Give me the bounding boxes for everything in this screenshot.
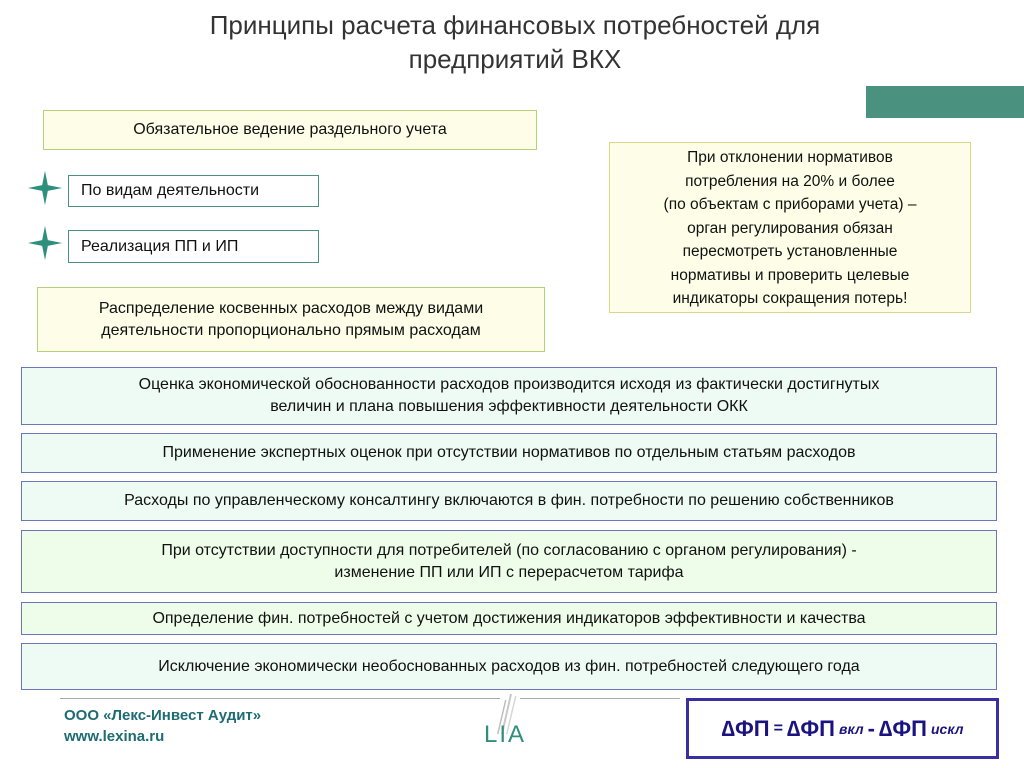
four-point-star-icon [26,224,64,262]
page-title-line-2: предприятий ВКХ [408,44,622,74]
by-activity-text: По видам деятельности [81,182,260,199]
page-title [140,8,890,76]
decorative-teal-bar [866,86,1024,118]
note-line-6: нормативы и проверить целевые [670,266,910,284]
footer-divider-left [60,698,500,699]
principle-4-line-2: изменение ПП или ИП с перерасчетом тарифа [334,563,684,581]
principle-box-2 [21,433,997,473]
note-line-2: потребления на 20% и более [685,172,895,190]
lia-logo-text: LIA [483,721,527,748]
principle-4-line-1: При отсутствии доступности для потребителей (по согласованию с органом регулирования) - [161,541,857,559]
principle-3-text: Расходы по управленческому консалтингу включаются в фин. потребности по решению собственников [124,492,894,509]
principle-5-text: Определение фин. потребностей с учетом достижения индикаторов эффективности и качества [152,609,866,627]
lia-logo [470,690,540,750]
formula-sup-included: вкл [838,720,864,737]
principle-box-1 [21,367,997,425]
note-line-7: индикаторы сокращения потерь! [672,290,908,308]
four-point-star-icon [26,169,64,207]
note-line-1: При отклонении нормативов [687,149,893,167]
formula-equals: = [773,719,783,737]
principle-1-line-2: величин и плана повышения эффективности деятельности ОКК [270,398,748,415]
note-line-5: пересмотреть установленные [682,243,898,261]
formula-sup-excluded: искл [930,720,964,737]
formula-box [686,698,999,759]
principle-box-5 [21,602,997,635]
formula-minus: - [867,715,875,741]
program-impl-text: Реализация ПП и ИП [81,237,239,255]
indirect-costs-line-2: деятельности пропорционально прямым расходам [101,321,481,339]
company-name: ООО «Лекс-Инвест Аудит» [64,707,262,724]
separate-accounting-box [43,110,537,150]
indirect-costs-line-1: Распределение косвенных расходов между видами [98,299,484,317]
indirect-costs-box [37,287,545,352]
principle-box-3 [21,481,997,521]
company-info [64,705,261,747]
principle-1-line-1: Оценка экономической обоснованности расходов производится исходя из фактически достигнутых [138,376,880,393]
principle-6-text: Исключение экономически необоснованных расходов из фин. потребностей следующего года [158,657,860,675]
formula-term-excluded: ∆ФП [878,715,927,741]
by-activity-box [68,175,319,207]
footer-divider-right [520,698,680,699]
principle-box-4 [21,530,997,593]
program-impl-box [68,230,319,263]
formula-term-included: ∆ФП [786,715,835,741]
company-website[interactable]: www.lexina.ru [64,728,165,745]
formula-lhs: ∆ФП [721,715,770,741]
page-title-line-1: Принципы расчета финансовых потребностей для [209,10,821,40]
principle-2-text: Применение экспертных оценок при отсутствии нормативов по отдельным статьям расходов [162,444,856,461]
principle-box-6 [21,643,997,690]
separate-accounting-text: Обязательное ведение раздельного учета [133,121,447,138]
note-line-4: орган регулирования обязан [687,219,893,237]
norms-deviation-note [609,142,971,313]
note-line-3: (по объектам с приборами учета) – [663,196,917,214]
